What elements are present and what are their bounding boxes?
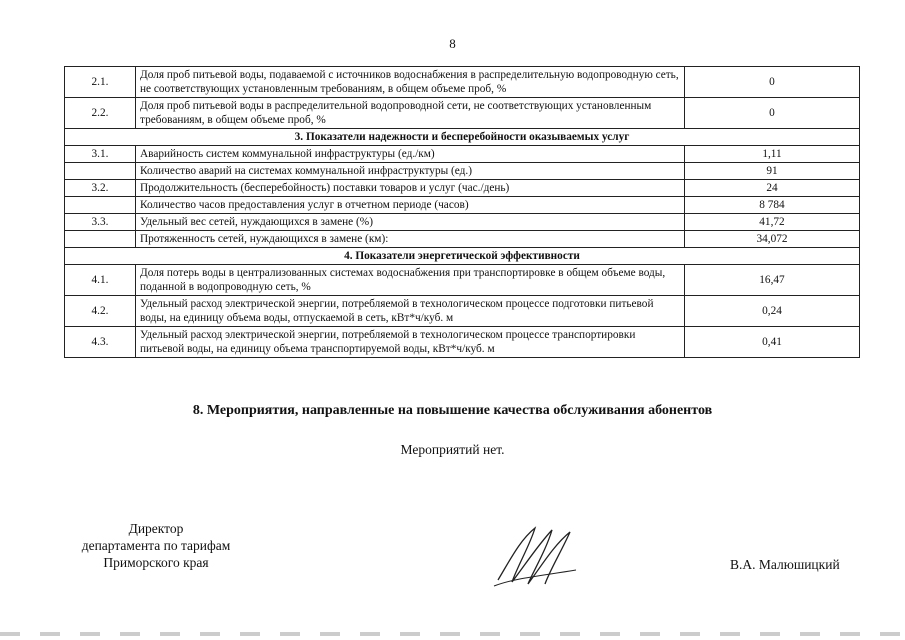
table-row xyxy=(65,163,860,180)
row-description: Удельный расход электрической энергии, потребляемой в технологическом процессе подготовки питьевой воды, на единицу объема воды, отпускаемой в сеть, кВт*ч/куб. м xyxy=(136,296,685,327)
table-row xyxy=(65,296,860,327)
row-value: 34,072 xyxy=(685,231,860,248)
table-row xyxy=(65,214,860,231)
section-8-heading: 8. Мероприятия, направленные на повышение качества обслуживания абонентов xyxy=(192,403,713,418)
row-description: Протяженность сетей, нуждающихся в замене (км): xyxy=(136,231,685,248)
row-value: 41,72 xyxy=(685,214,860,231)
table-row xyxy=(65,327,860,358)
row-description: Количество аварий на системах коммунальной инфраструктуры (ед.) xyxy=(136,163,685,180)
row-number: 3.1. xyxy=(65,146,136,163)
signer-title-line2: департамента по тарифам xyxy=(81,538,231,553)
row-description: Количество часов предоставления услуг в отчетном периоде (часов) xyxy=(136,197,685,214)
row-number: 4.3. xyxy=(65,327,136,358)
table-row xyxy=(65,231,860,248)
table-section-row xyxy=(65,248,860,265)
row-description: Удельный расход электрической энергии, потребляемой в технологическом процессе транспортировки питьевой воды, на единицу объема транспортируемой воды, кВт*ч/куб. м xyxy=(136,327,685,358)
row-number xyxy=(65,231,136,248)
row-value: 16,47 xyxy=(685,265,860,296)
row-value: 24 xyxy=(685,180,860,197)
table-row xyxy=(65,180,860,197)
scan-edge-artifact xyxy=(0,632,905,636)
row-value: 91 xyxy=(685,163,860,180)
row-number: 4.1. xyxy=(65,265,136,296)
table-row xyxy=(65,265,860,296)
row-number: 3.3. xyxy=(65,214,136,231)
row-number: 2.2. xyxy=(65,98,136,129)
page-number: 8 xyxy=(449,36,456,51)
row-value: 0,24 xyxy=(685,296,860,327)
signer-title-line1: Директор xyxy=(128,521,184,536)
section-title: 3. Показатели надежности и бесперебойности оказываемых услуг xyxy=(65,129,860,146)
row-value: 1,11 xyxy=(685,146,860,163)
row-description: Продолжительность (бесперебойность) поставки товаров и услуг (час./день) xyxy=(136,180,685,197)
table-row xyxy=(65,67,860,98)
row-value: 8 784 xyxy=(685,197,860,214)
row-number xyxy=(65,197,136,214)
row-description: Доля проб питьевой воды в распределительной водопроводной сети, не соответствующих установленным требованиям, в общем объеме проб, % xyxy=(136,98,685,129)
row-number: 2.1. xyxy=(65,67,136,98)
signer-name: В.А. Малюшицкий xyxy=(730,557,840,572)
row-description: Доля потерь воды в централизованных системах водоснабжения при транспортировке в общем объеме воды, поданной в водопроводную сеть, % xyxy=(136,265,685,296)
row-description: Аварийность систем коммунальной инфраструктуры (ед./км) xyxy=(136,146,685,163)
signer-title xyxy=(56,520,256,571)
indicators-table xyxy=(64,66,860,358)
row-description: Удельный вес сетей, нуждающихся в замене (%) xyxy=(136,214,685,231)
row-number: 4.2. xyxy=(65,296,136,327)
section-title: 4. Показатели энергетической эффективности xyxy=(65,248,860,265)
row-description: Доля проб питьевой воды, подаваемой с источников водоснабжения в распределительную водопроводную сеть, не соответствующих установленным требованиям, в общем объеме проб, % xyxy=(136,67,685,98)
row-value: 0 xyxy=(685,67,860,98)
row-value: 0,41 xyxy=(685,327,860,358)
handwritten-signature xyxy=(490,520,580,592)
table-row xyxy=(65,146,860,163)
table-section-row xyxy=(65,129,860,146)
table-row xyxy=(65,98,860,129)
row-number: 3.2. xyxy=(65,180,136,197)
table-row xyxy=(65,197,860,214)
signer-title-line3: Приморского края xyxy=(103,555,209,570)
no-events-text: Мероприятий нет. xyxy=(400,442,505,457)
row-number xyxy=(65,163,136,180)
row-value: 0 xyxy=(685,98,860,129)
